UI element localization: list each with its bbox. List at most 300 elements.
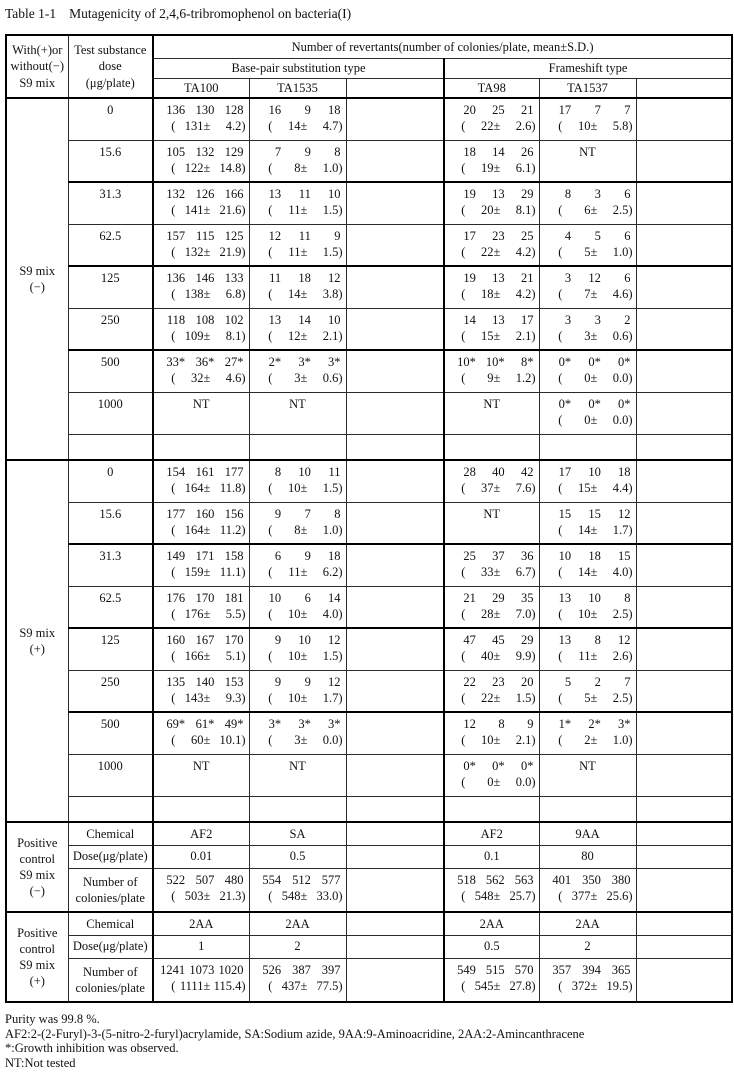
plate-count: 357 bbox=[552, 962, 572, 977]
value-cell bbox=[153, 868, 249, 912]
footnotes bbox=[5, 1012, 584, 1070]
close-paren: ) bbox=[628, 371, 633, 386]
mean-sd bbox=[445, 202, 539, 218]
sd-value: 11.8 bbox=[219, 481, 242, 496]
mean-sd bbox=[540, 888, 636, 904]
plus-minus: ± bbox=[493, 287, 501, 302]
close-paren: ) bbox=[531, 119, 536, 134]
plate-count: 61* bbox=[195, 717, 215, 731]
plate-count: 10 bbox=[298, 633, 311, 647]
dose-cell: 0 bbox=[68, 460, 153, 502]
plate-count: 9 bbox=[274, 633, 282, 647]
mean-value: 176 bbox=[184, 606, 204, 621]
mean-sd bbox=[250, 202, 346, 218]
plate-count: 6 bbox=[624, 228, 631, 243]
value-cell bbox=[249, 224, 346, 266]
not-tested-label: NT bbox=[579, 144, 596, 159]
value-cell bbox=[249, 712, 346, 754]
blank-cell bbox=[346, 868, 444, 912]
open-paren: ( bbox=[461, 287, 466, 302]
plate-counts bbox=[154, 545, 249, 564]
plus-minus: ± bbox=[300, 160, 308, 175]
close-paren: ) bbox=[241, 244, 246, 259]
colonies-row-label-line: colonies/plate bbox=[75, 890, 145, 905]
mean-sd bbox=[540, 328, 636, 344]
value-cell bbox=[153, 586, 249, 628]
close-paren: ) bbox=[338, 565, 343, 580]
sd-value: 4.2 bbox=[515, 287, 532, 302]
sd-value: 21.9 bbox=[219, 244, 242, 259]
value-cell bbox=[539, 628, 636, 670]
sd-value: 1.7 bbox=[612, 522, 629, 537]
mean-value: 22 bbox=[480, 119, 494, 134]
plate-count: 11 bbox=[298, 187, 311, 201]
plate-count: 37 bbox=[492, 549, 505, 563]
mean-value: 14 bbox=[577, 522, 591, 537]
close-paren: ) bbox=[628, 412, 633, 427]
plus-minus: ± bbox=[203, 733, 211, 748]
dose-cell: 31.3 bbox=[68, 544, 153, 586]
value-cell bbox=[444, 712, 539, 754]
plate-count: 177 bbox=[166, 506, 186, 521]
mean-sd bbox=[540, 690, 636, 706]
mean-sd bbox=[250, 522, 346, 538]
plate-count: 9 bbox=[304, 549, 311, 563]
mean-sd bbox=[445, 564, 539, 580]
open-paren: ( bbox=[461, 203, 466, 218]
open-paren: ( bbox=[171, 287, 176, 302]
plus-minus: ± bbox=[590, 203, 598, 218]
mean-value: 548 bbox=[474, 888, 494, 903]
mean-sd bbox=[250, 888, 346, 904]
plate-count: 1020 bbox=[218, 962, 244, 977]
close-paren: ) bbox=[531, 328, 536, 343]
plate-count: 136 bbox=[166, 103, 186, 117]
mean-sd bbox=[540, 412, 636, 428]
plate-count: 45 bbox=[492, 633, 505, 647]
plate-count: 12 bbox=[617, 633, 631, 647]
positive-control-label-line: control bbox=[19, 851, 55, 866]
positive-control-label-line: (−) bbox=[29, 884, 45, 899]
blank-cell bbox=[444, 796, 539, 822]
value-cell bbox=[539, 350, 636, 392]
table-row bbox=[6, 434, 732, 460]
plate-counts bbox=[250, 225, 346, 244]
close-paren: ) bbox=[628, 690, 633, 705]
close-paren: ) bbox=[338, 371, 343, 386]
open-paren: ( bbox=[171, 888, 176, 903]
plate-count: 7 bbox=[624, 674, 631, 689]
nt-cell bbox=[249, 754, 346, 796]
sd-value: 4.4 bbox=[612, 481, 629, 496]
close-paren: ) bbox=[531, 774, 536, 789]
value-cell bbox=[249, 544, 346, 586]
plate-counts bbox=[445, 351, 539, 370]
plate-count: 13 bbox=[492, 312, 505, 327]
plate-count: 18 bbox=[298, 271, 311, 285]
open-paren: ( bbox=[558, 119, 563, 134]
plate-count: 14 bbox=[298, 312, 311, 327]
plate-count: 14 bbox=[492, 144, 505, 159]
nt-cell bbox=[444, 502, 539, 544]
value-cell bbox=[444, 140, 539, 182]
close-paren: ) bbox=[628, 203, 633, 218]
footnote-line: *:Growth inhibition was observed. bbox=[5, 1041, 179, 1055]
plate-counts bbox=[445, 755, 539, 774]
open-paren: ( bbox=[558, 287, 563, 302]
pc-dose-cell: 0.01 bbox=[153, 845, 249, 868]
plus-minus: ± bbox=[203, 565, 211, 580]
plate-count: 394 bbox=[582, 962, 601, 977]
plate-count: 518 bbox=[457, 872, 476, 887]
close-paren: ) bbox=[531, 888, 536, 903]
open-paren: ( bbox=[171, 119, 176, 134]
plate-count: 12 bbox=[268, 228, 282, 243]
plate-count: 1073 bbox=[189, 962, 215, 977]
positive-control-label bbox=[6, 912, 68, 1002]
plate-count: 17 bbox=[558, 103, 572, 117]
close-paren: ) bbox=[338, 649, 343, 664]
plate-count: 10 bbox=[588, 590, 601, 605]
blank-cell bbox=[636, 868, 732, 912]
mean-value: 164 bbox=[184, 522, 204, 537]
plate-count: 10 bbox=[298, 465, 311, 479]
open-paren: ( bbox=[171, 978, 176, 993]
plate-count: 29 bbox=[492, 590, 505, 605]
plate-count: 9 bbox=[304, 103, 311, 117]
blank-cell bbox=[636, 224, 732, 266]
blank-cell bbox=[346, 822, 444, 845]
plate-count: 11 bbox=[328, 465, 341, 479]
open-paren: ( bbox=[558, 606, 563, 621]
blank-cell bbox=[636, 754, 732, 796]
strain-header-ta1535: TA1535 bbox=[249, 78, 346, 98]
blank-cell bbox=[636, 958, 732, 1002]
plus-minus: ± bbox=[493, 888, 501, 903]
value-cell bbox=[153, 460, 249, 502]
blank-cell bbox=[636, 845, 732, 868]
plate-count: 7 bbox=[624, 103, 631, 117]
blank-cell bbox=[346, 670, 444, 712]
mean-value: 503 bbox=[184, 888, 204, 903]
table-caption: Mutagenicity of 2,4,6-tribromophenol on bacteria(I) bbox=[69, 6, 352, 21]
close-paren: ) bbox=[531, 371, 536, 386]
plate-counts bbox=[250, 959, 346, 978]
sd-value: 0.0 bbox=[515, 774, 532, 789]
sd-value: 1.5 bbox=[515, 690, 532, 705]
close-paren: ) bbox=[241, 978, 246, 993]
colonies-row-label bbox=[68, 868, 153, 912]
table-row bbox=[6, 460, 732, 502]
plate-count: 522 bbox=[166, 872, 186, 887]
mean-sd bbox=[250, 286, 346, 302]
value-cell bbox=[153, 670, 249, 712]
footnote-line: Purity was 99.8 %. bbox=[5, 1012, 100, 1026]
plate-count: 129 bbox=[224, 144, 244, 159]
plus-minus: ± bbox=[590, 522, 598, 537]
blank-dose-cell bbox=[68, 434, 153, 460]
plate-count: 128 bbox=[224, 103, 244, 117]
close-paren: ) bbox=[241, 522, 246, 537]
plate-count: 22 bbox=[463, 674, 476, 689]
close-paren: ) bbox=[338, 203, 343, 218]
value-cell bbox=[539, 544, 636, 586]
plus-minus: ± bbox=[493, 119, 501, 134]
blank-cell bbox=[636, 502, 732, 544]
mean-value: 3 bbox=[294, 733, 301, 748]
block-label-line: S9 mix bbox=[19, 263, 56, 278]
value-cell bbox=[444, 670, 539, 712]
mean-sd bbox=[250, 564, 346, 580]
plus-minus: ± bbox=[203, 287, 211, 302]
close-paren: ) bbox=[531, 203, 536, 218]
plate-count: 3* bbox=[327, 717, 341, 731]
table-row bbox=[6, 628, 732, 670]
sd-value: 2.5 bbox=[612, 606, 629, 621]
table-header bbox=[6, 35, 732, 98]
mean-value: 0 bbox=[584, 371, 591, 386]
plate-count: 0* bbox=[521, 758, 534, 773]
mean-sd bbox=[250, 370, 346, 386]
value-cell bbox=[249, 586, 346, 628]
plate-count: 365 bbox=[611, 962, 631, 977]
plate-counts bbox=[540, 959, 636, 978]
table-body bbox=[6, 98, 732, 1002]
not-tested-label: NT bbox=[483, 506, 501, 521]
plate-count: 160 bbox=[166, 633, 186, 647]
revertants-header: Number of revertants(number of colonies/plate, mean±S.D.) bbox=[153, 35, 732, 58]
close-paren: ) bbox=[241, 287, 246, 302]
close-paren: ) bbox=[628, 244, 633, 259]
plate-counts bbox=[445, 713, 539, 732]
sd-value: 25.7 bbox=[509, 888, 532, 903]
close-paren: ) bbox=[241, 371, 246, 386]
plate-count: 19 bbox=[463, 187, 476, 201]
blank-cell bbox=[346, 98, 444, 140]
plate-count: 2* bbox=[588, 717, 601, 731]
not-tested-label: NT bbox=[192, 396, 210, 411]
nt-cell bbox=[539, 140, 636, 182]
mean-sd bbox=[154, 522, 249, 538]
plus-minus: ± bbox=[493, 328, 501, 343]
plate-count: 562 bbox=[485, 872, 505, 887]
blank-cell bbox=[346, 460, 444, 502]
plate-counts bbox=[154, 225, 249, 244]
open-paren: ( bbox=[171, 522, 176, 537]
dose-cell: 1000 bbox=[68, 754, 153, 796]
plate-count: 4 bbox=[564, 228, 572, 243]
dose-row-label: Dose(μg/plate) bbox=[68, 845, 153, 868]
mean-value: 0 bbox=[584, 412, 591, 427]
block-label bbox=[6, 98, 68, 460]
close-paren: ) bbox=[338, 328, 343, 343]
blank-cell bbox=[346, 935, 444, 958]
plate-count: 12 bbox=[617, 506, 631, 521]
not-tested-label: NT bbox=[483, 396, 501, 411]
plate-count: 3 bbox=[564, 312, 572, 327]
plate-count: 154 bbox=[166, 465, 186, 479]
close-paren: ) bbox=[628, 978, 633, 993]
plate-count: 33* bbox=[166, 355, 186, 369]
pc-dose-cell: 2 bbox=[249, 935, 346, 958]
close-paren: ) bbox=[241, 690, 246, 705]
plate-count: 570 bbox=[514, 962, 534, 977]
mean-sd bbox=[540, 480, 636, 496]
positive-control-label-line: control bbox=[19, 941, 55, 956]
mean-sd bbox=[154, 480, 249, 496]
open-paren: ( bbox=[171, 733, 176, 748]
plus-minus: ± bbox=[203, 481, 211, 496]
blank-cell bbox=[249, 434, 346, 460]
plate-count: 387 bbox=[292, 962, 311, 977]
plate-count: 40 bbox=[492, 465, 505, 479]
blank-cell bbox=[346, 140, 444, 182]
plate-counts bbox=[540, 713, 636, 732]
value-cell bbox=[444, 628, 539, 670]
nt-cell bbox=[539, 754, 636, 796]
mean-value: 2 bbox=[584, 733, 591, 748]
mean-sd bbox=[154, 328, 249, 344]
sd-value: 0.6 bbox=[322, 371, 339, 386]
plate-count: 16 bbox=[268, 103, 282, 117]
value-cell bbox=[444, 460, 539, 502]
open-paren: ( bbox=[171, 606, 176, 621]
plus-minus: ± bbox=[493, 244, 501, 259]
plate-count: 350 bbox=[582, 872, 601, 887]
mean-sd bbox=[154, 160, 249, 176]
close-paren: ) bbox=[531, 733, 536, 748]
mean-value: 18 bbox=[480, 287, 494, 302]
block-label-line: (−) bbox=[29, 280, 45, 294]
mean-sd bbox=[250, 160, 346, 176]
mean-sd bbox=[540, 370, 636, 386]
plus-minus: ± bbox=[203, 203, 211, 218]
plate-count: 507 bbox=[195, 872, 215, 887]
sd-value: 21.3 bbox=[219, 888, 242, 903]
mean-value: 437 bbox=[281, 978, 301, 993]
plus-minus: ± bbox=[590, 481, 598, 496]
value-cell bbox=[153, 224, 249, 266]
colonies-row-label-line: Number of bbox=[83, 874, 138, 889]
value-cell bbox=[539, 958, 636, 1002]
plate-counts bbox=[540, 869, 636, 888]
table-row bbox=[6, 868, 732, 912]
positive-control-label-line: (+) bbox=[29, 974, 45, 989]
plate-counts bbox=[540, 99, 636, 118]
plate-counts bbox=[445, 183, 539, 202]
mean-value: 548 bbox=[281, 888, 301, 903]
plate-counts bbox=[540, 671, 636, 690]
sd-value: 5.8 bbox=[612, 119, 629, 134]
sd-value: 0.0 bbox=[322, 733, 339, 748]
sd-value: 1.0 bbox=[612, 733, 629, 748]
value-cell bbox=[539, 308, 636, 350]
plate-count: 12 bbox=[588, 271, 601, 285]
close-paren: ) bbox=[628, 649, 633, 664]
open-paren: ( bbox=[461, 649, 466, 664]
table-row bbox=[6, 224, 732, 266]
mean-sd bbox=[540, 978, 636, 994]
open-paren: ( bbox=[171, 244, 176, 259]
blank-cell bbox=[636, 712, 732, 754]
table-row bbox=[6, 392, 732, 434]
sd-value: 2.5 bbox=[612, 690, 629, 705]
mean-sd bbox=[445, 978, 539, 994]
mean-sd bbox=[540, 118, 636, 134]
blank-cell bbox=[636, 308, 732, 350]
open-paren: ( bbox=[268, 978, 273, 993]
sd-value: 11.1 bbox=[219, 565, 242, 580]
open-paren: ( bbox=[268, 565, 273, 580]
positive-control-label-line: Positive bbox=[17, 835, 58, 850]
pc-dose-cell: 1 bbox=[153, 935, 249, 958]
sd-value: 1.0 bbox=[612, 244, 629, 259]
mean-sd bbox=[445, 328, 539, 344]
sd-value: 6.7 bbox=[515, 565, 532, 580]
close-paren: ) bbox=[338, 522, 343, 537]
plate-count: 10* bbox=[485, 355, 505, 369]
plus-minus: ± bbox=[493, 481, 501, 496]
plate-count: 12 bbox=[327, 271, 341, 285]
plate-count: 0* bbox=[558, 355, 572, 369]
plate-count: 171 bbox=[195, 549, 215, 563]
blank-cell bbox=[636, 822, 732, 845]
blank-cell bbox=[346, 350, 444, 392]
dose-header-line: (μg/plate) bbox=[85, 75, 135, 90]
close-paren: ) bbox=[628, 888, 633, 903]
plate-count: 549 bbox=[457, 962, 476, 977]
close-paren: ) bbox=[628, 565, 633, 580]
pc-dose-cell: 2 bbox=[539, 935, 636, 958]
mean-sd bbox=[540, 522, 636, 538]
plate-counts bbox=[250, 141, 346, 160]
blank-cell bbox=[346, 754, 444, 796]
plus-minus: ± bbox=[590, 649, 598, 664]
positive-control-label-line: S9 mix bbox=[19, 868, 56, 882]
dose-cell: 250 bbox=[68, 670, 153, 712]
mean-value: 10 bbox=[480, 733, 494, 748]
table-row bbox=[6, 796, 732, 822]
close-paren: ) bbox=[531, 649, 536, 664]
plate-count: 512 bbox=[292, 872, 311, 887]
mean-sd bbox=[154, 286, 249, 302]
mean-sd bbox=[154, 888, 249, 904]
open-paren: ( bbox=[461, 244, 466, 259]
plate-count: 0* bbox=[588, 396, 601, 411]
table-row bbox=[6, 308, 732, 350]
value-cell bbox=[539, 98, 636, 140]
sd-value: 8.1 bbox=[225, 328, 242, 343]
sd-value: 4.6 bbox=[225, 371, 242, 386]
colonies-row-label-line: colonies/plate bbox=[75, 980, 145, 995]
plate-count: 21 bbox=[521, 271, 534, 285]
plate-count: 161 bbox=[195, 465, 215, 479]
blank-cell bbox=[636, 670, 732, 712]
blank-cell bbox=[346, 628, 444, 670]
mean-value: 33 bbox=[480, 565, 494, 580]
plate-count: 10 bbox=[588, 465, 601, 479]
plate-count: 17 bbox=[463, 228, 476, 243]
plate-count: 10 bbox=[558, 549, 572, 563]
sd-value: 25.6 bbox=[606, 888, 629, 903]
plate-count: 380 bbox=[611, 872, 631, 887]
plate-count: 13 bbox=[558, 590, 572, 605]
plus-minus: ± bbox=[203, 244, 211, 259]
plate-counts bbox=[445, 225, 539, 244]
mean-value: 9 bbox=[487, 371, 494, 386]
table-row bbox=[6, 350, 732, 392]
close-paren: ) bbox=[338, 690, 343, 705]
